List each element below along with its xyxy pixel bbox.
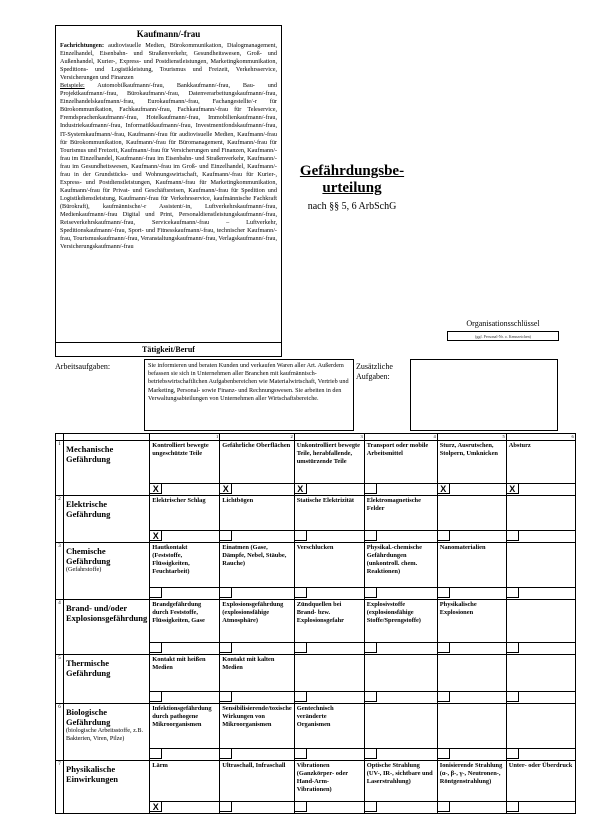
hazard-check-cell [294, 749, 364, 761]
hazard-item [150, 441, 220, 484]
hazard-item [220, 761, 294, 802]
hazard-check-cell [294, 692, 364, 704]
org-key-hint: (ggf. Personal-Nr. o. Kennzeichen) [475, 334, 531, 339]
hazard-item [220, 543, 294, 588]
hazard-category-name: Thermische Gefährdung [66, 658, 111, 678]
hazard-category [64, 761, 150, 814]
column-number-cell [437, 434, 506, 441]
hazard-item-label: Ultraschall, Infraschall [222, 762, 286, 769]
hazard-checkbox[interactable] [295, 531, 307, 541]
org-key-label: Organisationsschlüssel [466, 319, 540, 328]
hazard-category [64, 543, 150, 600]
hazard-check-cell [437, 531, 506, 543]
hazard-item [220, 441, 294, 484]
beispiele-paragraph [60, 82, 277, 251]
hazard-checkbox[interactable]: X [150, 531, 162, 541]
hazard-checkbox[interactable] [438, 749, 450, 759]
hazard-check-cell [150, 531, 220, 543]
column-number: 3 [360, 434, 363, 439]
hazard-checkbox[interactable] [507, 643, 519, 653]
hazard-row [56, 600, 576, 643]
hazard-item-label: Unkontrolliert bewegte Teile, herabfallende, umstürzende Teile [296, 442, 360, 465]
column-number-cell [150, 434, 220, 441]
hazard-checkbox[interactable] [507, 588, 519, 598]
hazard-item-label: Hautkontakt (Feststoffe, Flüssigkeiten, Feuchtarbeit) [152, 544, 190, 575]
hazard-checkbox[interactable] [507, 692, 519, 702]
column-number-cell [506, 434, 575, 441]
hazard-check-cell [437, 643, 506, 655]
hazard-item [150, 496, 220, 531]
hazard-category-name: Physikalische Einwirkungen [66, 764, 118, 784]
hazard-checkbox[interactable]: X [438, 484, 450, 494]
hazard-row [56, 441, 576, 484]
hazard-number: 6 [56, 704, 64, 761]
hazard-item-label: Kontrolliert bewegte ungeschützte Teile [152, 442, 209, 457]
hazard-item [364, 655, 437, 692]
hazard-row [56, 543, 576, 588]
hazard-item-label: Elektromagnetische Felder [366, 497, 421, 512]
fachrichtungen-paragraph [60, 42, 277, 82]
hazard-checkbox[interactable]: X [507, 484, 519, 494]
hazard-item [220, 655, 294, 692]
hazard-check-cell [437, 692, 506, 704]
hazard-item [506, 600, 575, 643]
hazard-item-label: Optische Strahlung (UV-, IR-, sichtbare und Laserstrahlung) [366, 762, 433, 785]
hazard-checkbox[interactable] [365, 643, 377, 653]
tasks-label: Arbeitsaufgaben: [55, 362, 111, 371]
column-number: 5 [502, 434, 505, 439]
hazard-checkbox[interactable] [507, 531, 519, 541]
hazard-checkbox[interactable] [438, 588, 450, 598]
hazard-check-cell [437, 484, 506, 496]
org-key-field[interactable] [447, 331, 559, 341]
hazard-checkbox[interactable] [150, 643, 162, 653]
hazard-check-cell [150, 643, 220, 655]
hazard-item-label: Explosivstoffe (explosionsfähige Stoffe/Sprengstoffe) [366, 601, 421, 624]
hazard-checkbox[interactable] [220, 692, 232, 702]
hazard-row [56, 761, 576, 802]
hazard-item [294, 655, 364, 692]
hazard-check-cell [364, 643, 437, 655]
hazard-check-cell [294, 588, 364, 600]
hazard-category-name: Chemische Gefährdung [66, 546, 111, 566]
hazard-number: 2 [56, 496, 64, 543]
hazard-item [437, 600, 506, 643]
hazard-check-cell [364, 692, 437, 704]
hazard-item [437, 496, 506, 531]
hazard-checkbox[interactable] [220, 749, 232, 759]
hazard-item [294, 441, 364, 484]
hazard-item [364, 704, 437, 749]
hazard-checkbox[interactable] [365, 749, 377, 759]
hazard-check-cell [437, 749, 506, 761]
hazard-item [364, 496, 437, 531]
hazard-item [364, 543, 437, 588]
hazard-checkbox[interactable] [438, 643, 450, 653]
hazard-check-cell [506, 588, 575, 600]
hazard-item-label: Sensibilisierende/toxische Wirkungen von Mikroorganismen [222, 705, 292, 728]
hazard-check-cell [437, 588, 506, 600]
hazard-row [56, 496, 576, 531]
hazard-item-label: Einatmen (Gase, Dämpfe, Nebel, Stäube, Rauche) [222, 544, 287, 567]
hazard-item-label: Gentechnisch veränderte Organismen [296, 705, 334, 728]
fachrichtungen-text: audiovisuelle Medien, Bürokommunikation, Dialogmanagement, Einzelhandel, Eisenbahn- und Straßenverkehr, Gesundheitswesen, Groß- und Außenhandel, Kurier-, Express- und Postdienstleistungen, Marketingkommunikation, Speditions- und Logistikleistung, Tourismus und Freizeit, Verkehrsservice, Versicherungen und Finanzen [60, 42, 278, 82]
hazard-check-cell [150, 802, 220, 814]
hazard-category-subtitle: (biologische Arbeitsstoffe, z.B. Bakterien, Viren, Pilze) [66, 727, 144, 742]
hazard-checkbox[interactable] [295, 588, 307, 598]
hazard-item-label: Explosionsgefährdung (explosionsfähige Atmosphäre) [222, 601, 284, 624]
column-number-cell [294, 434, 364, 441]
hazard-check-cell [220, 749, 294, 761]
hazard-category [64, 655, 150, 704]
hazard-check-cell [364, 749, 437, 761]
hazard-check-cell [437, 802, 506, 814]
hazard-checkbox[interactable] [365, 531, 377, 541]
hazard-checkbox[interactable]: X [220, 484, 232, 494]
hazard-checkbox[interactable]: X [150, 484, 162, 494]
hazard-check-cell [150, 588, 220, 600]
hazard-item [506, 655, 575, 692]
hazard-item [294, 704, 364, 749]
hazard-number: 7 [56, 761, 64, 814]
hazard-check-cell [294, 802, 364, 814]
taetigkeit-beruf-label: Tätigkeit/Beruf [55, 343, 282, 357]
hazard-row [56, 704, 576, 749]
hazard-checkbox[interactable] [365, 692, 377, 702]
tasks-text: Sie informieren und beraten Kunden und verkaufen Waren aller Art. Außerdem befassen sie sich in Unternehmen aller Branchen mit kaufmännisch-betriebswirtschaftlichen Aufgabenbereichen wie Materialwirtschaft, Vertrieb und Marketing, Personal- sowie Finanz- und Rechnungswesen. Sie arbeiten in den Verwaltungsabteilungen von Unternehmen aller Wirtschaftsbereiche. [148, 362, 349, 402]
tasks-text-box[interactable] [144, 359, 354, 431]
hazard-number: 5 [56, 655, 64, 704]
hazard-item-label: Kontakt mit heißen Medien [152, 656, 206, 671]
hazard-checkbox[interactable] [220, 588, 232, 598]
column-number-row [56, 434, 576, 441]
hazard-item [364, 441, 437, 484]
hazard-item [150, 655, 220, 692]
document-subtitle: nach §§ 5, 6 ArbSchG [307, 201, 397, 212]
beispiele-label: Beispiele: [60, 82, 85, 90]
hazard-check-cell [220, 588, 294, 600]
hazard-checkbox[interactable] [438, 692, 450, 702]
hazard-check-cell [220, 802, 294, 814]
header-spacer [56, 434, 64, 441]
hazard-category [64, 496, 150, 543]
hazard-checkbox[interactable] [365, 588, 377, 598]
hazard-check-cell [294, 531, 364, 543]
column-number: 1 [216, 434, 219, 439]
hazard-item-label: Nanomaterialien [439, 544, 486, 551]
hazard-item-label: Vibrationen (Ganzkörper- oder Hand-Arm-Vibrationen) [296, 762, 349, 793]
hazard-checkbox[interactable] [220, 531, 232, 541]
hazard-checkbox[interactable] [295, 749, 307, 759]
hazard-check-cell [506, 802, 575, 814]
hazard-item-label: Unter- oder Überdruck [508, 762, 573, 769]
hazard-check-cell [150, 484, 220, 496]
column-number: 2 [290, 434, 293, 439]
hazard-category-name: Mechanische Gefährdung [66, 444, 114, 464]
hazard-check-cell [294, 643, 364, 655]
hazard-item-label: Verschlucken [296, 544, 334, 551]
hazard-item-label: Transport oder mobile Arbeitsmittel [366, 442, 429, 457]
hazard-checkbox[interactable] [150, 588, 162, 598]
hazard-item-label: Elektrischer Schlag [152, 497, 206, 504]
hazard-item [506, 441, 575, 484]
hazard-check-cell [364, 588, 437, 600]
hazard-item [506, 704, 575, 749]
hazard-item-label: Infektionsgefährdung durch pathogene Mikroorganismen [152, 705, 212, 728]
hazard-item-label: Brandgefährdung durch Feststoffe, Flüssigkeiten, Gase [152, 601, 205, 624]
column-number: 4 [433, 434, 436, 439]
hazard-item [437, 543, 506, 588]
hazard-category-subtitle: (Gefahrstoffe) [66, 566, 102, 573]
beispiele-text: Automobilkaufmann/-frau, Bankkaufmann/-frau, Bau- und Projektkaufmann/-frau, Bürokaufmann/-frau, Datenverarbeitungskaufmann/-frau, Einzelhandelskaufmann/-frau, Eurokaufmann/-frau, Fachangestellte/-r für Bürokommunikation, Fachkaufmann/-frau, Fachkaufmann/-frau für Teleservice, Fremdsprachenkaufmann/-frau, Hotelkaufmann/-frau, Immobilienkaufmann/-frau, Industriekaufmann/-frau, Informatikkaufmann/-frau, Investmentfondskaufmann/-frau, IT-Systemkaufmann/-frau, Kaufmann/-frau für audiovisuelle Medien, Kaufmann/-frau für Bürokommunikation, Kaufmann/-frau für Büromanagement, Kaufmann/-frau für Tourismus und Freizeit, Kaufmann/-frau für Versicherungen und Finanzen, Kaufmann/-frau im Einzelhandel, Kaufmann/-frau im Eisenbahn- und Straßenverkehr, Kaufmann/-frau im Gesundheitswesen, Kaufmann/-frau im Groß- und Einzelhandel, Kaufmann/-frau in der Grundstücks- und Wohnungswirtschaft, Kaufmann/-frau für Kurier-, Express- und Postdienstleistungen, Kaufmann/-frau für Marketingkommunikation, Kaufmann/-frau für Privat- und Geschäftsreisen, Kaufmann/-frau für Spedition und Logistikdienstleistung, Kaufmann/-frau für Verkehrsservice, kaufmännische Fachkraft (Bürokraft), kaufmännische/-r Assistent/-in, Luftverkehrskaufmann/-frau, Medienkaufmann/-frau Digital und Print, Personaldienstleistungskaufmann/-frau, Reiseverkehrskaufmann/-frau, Servicekaufmann/-frau – Luftverkehr, Speditionskaufmann/-frau, Sport- und Fitnesskaufmann/-frau, technischer Kaufmann/-frau, Tourismuskaufmann/-frau, Veranstaltungskaufmann/-frau, Verlagskaufmann/-frau, Versicherungskaufmann/-frau [60, 82, 277, 251]
hazard-check-cell [364, 802, 437, 814]
hazard-number: 4 [56, 600, 64, 655]
hazard-check-cell [220, 692, 294, 704]
hazard-check-cell [150, 749, 220, 761]
hazard-number: 3 [56, 543, 64, 600]
job-description-box [55, 25, 282, 343]
fachrichtungen-label: Fachrichtungen: [60, 42, 104, 49]
hazard-item-label: Ionisierende Strahlung (α-, β-, γ-, Neutronen-, Röntgenstrahlung) [439, 762, 503, 785]
hazard-item [294, 543, 364, 588]
hazard-item [220, 496, 294, 531]
header-spacer [64, 434, 150, 441]
hazard-check-cell [364, 484, 437, 496]
extra-tasks-label: Zusätzliche Aufgaben: [356, 362, 393, 381]
hazard-category-name: Brand- und/oder Explosionsgefährdung [66, 603, 148, 623]
hazard-item-label: Kontakt mit kalten Medien [222, 656, 275, 671]
hazard-item [364, 761, 437, 802]
job-title: Kaufmann/-frau [136, 29, 201, 39]
hazard-item [294, 600, 364, 643]
hazard-check-cell [220, 484, 294, 496]
hazard-check-cell [506, 692, 575, 704]
hazard-item [150, 761, 220, 802]
hazard-item-label: Zündquellen bei Brand- bzw. Explosionsgefahr [296, 601, 344, 624]
hazard-check-cell [506, 643, 575, 655]
hazard-table [55, 433, 576, 814]
document-title: Gefährdungsbe-urteilung [299, 163, 405, 196]
hazard-item-label: Physikalische Explosionen [439, 601, 477, 616]
hazard-check-cell [506, 749, 575, 761]
hazard-item-label: Lärm [152, 762, 168, 769]
hazard-item [220, 600, 294, 643]
hazard-item [506, 761, 575, 802]
hazard-checkbox[interactable] [295, 692, 307, 702]
hazard-item [294, 761, 364, 802]
hazard-checkbox[interactable] [295, 643, 307, 653]
hazard-category-name: Biologische Gefährdung [66, 707, 111, 727]
hazard-category [64, 600, 150, 655]
hazard-number: 1 [56, 441, 64, 496]
hazard-item [437, 655, 506, 692]
hazard-item-label: Absturz [508, 442, 531, 449]
hazard-item [506, 543, 575, 588]
hazard-check-cell [294, 484, 364, 496]
hazard-checkbox[interactable] [507, 749, 519, 759]
hazard-item-label: Lichtbögen [222, 497, 254, 504]
hazard-item [150, 543, 220, 588]
hazard-checkbox[interactable]: X [295, 484, 307, 494]
hazard-checkbox[interactable] [150, 692, 162, 702]
hazard-item [150, 704, 220, 749]
hazard-check-cell [506, 484, 575, 496]
hazard-item [437, 761, 506, 802]
column-number: 6 [571, 434, 574, 439]
hazard-item [364, 600, 437, 643]
hazard-checkbox[interactable] [365, 484, 377, 494]
hazard-category [64, 704, 150, 761]
hazard-checkbox[interactable]: X [150, 802, 162, 812]
hazard-checkbox[interactable] [438, 531, 450, 541]
hazard-check-cell [506, 531, 575, 543]
hazard-checkbox[interactable] [220, 643, 232, 653]
hazard-item-label: Statische Elektrizität [296, 497, 355, 504]
hazard-item [220, 704, 294, 749]
hazard-check-cell [150, 692, 220, 704]
hazard-category [64, 441, 150, 496]
hazard-item-label: Gefährliche Oberflächen [222, 442, 291, 449]
hazard-checkbox[interactable] [150, 749, 162, 759]
hazard-item [506, 496, 575, 531]
hazard-check-cell [220, 531, 294, 543]
hazard-item [437, 704, 506, 749]
hazard-item-label: Physikal.-chemische Gefährdungen (unkontroll. chem. Reaktionen) [366, 544, 422, 575]
hazard-category-name: Elektrische Gefährdung [66, 499, 111, 519]
hazard-row [56, 655, 576, 692]
hazard-check-cell [220, 643, 294, 655]
hazard-item [150, 600, 220, 643]
hazard-item [437, 441, 506, 484]
hazard-item-label: Sturz, Ausrutschen, Stolpern, Umknicken [439, 442, 498, 457]
column-number-cell [364, 434, 437, 441]
extra-tasks-field[interactable] [410, 359, 558, 431]
hazard-item [294, 496, 364, 531]
hazard-check-cell [364, 531, 437, 543]
column-number-cell [220, 434, 294, 441]
